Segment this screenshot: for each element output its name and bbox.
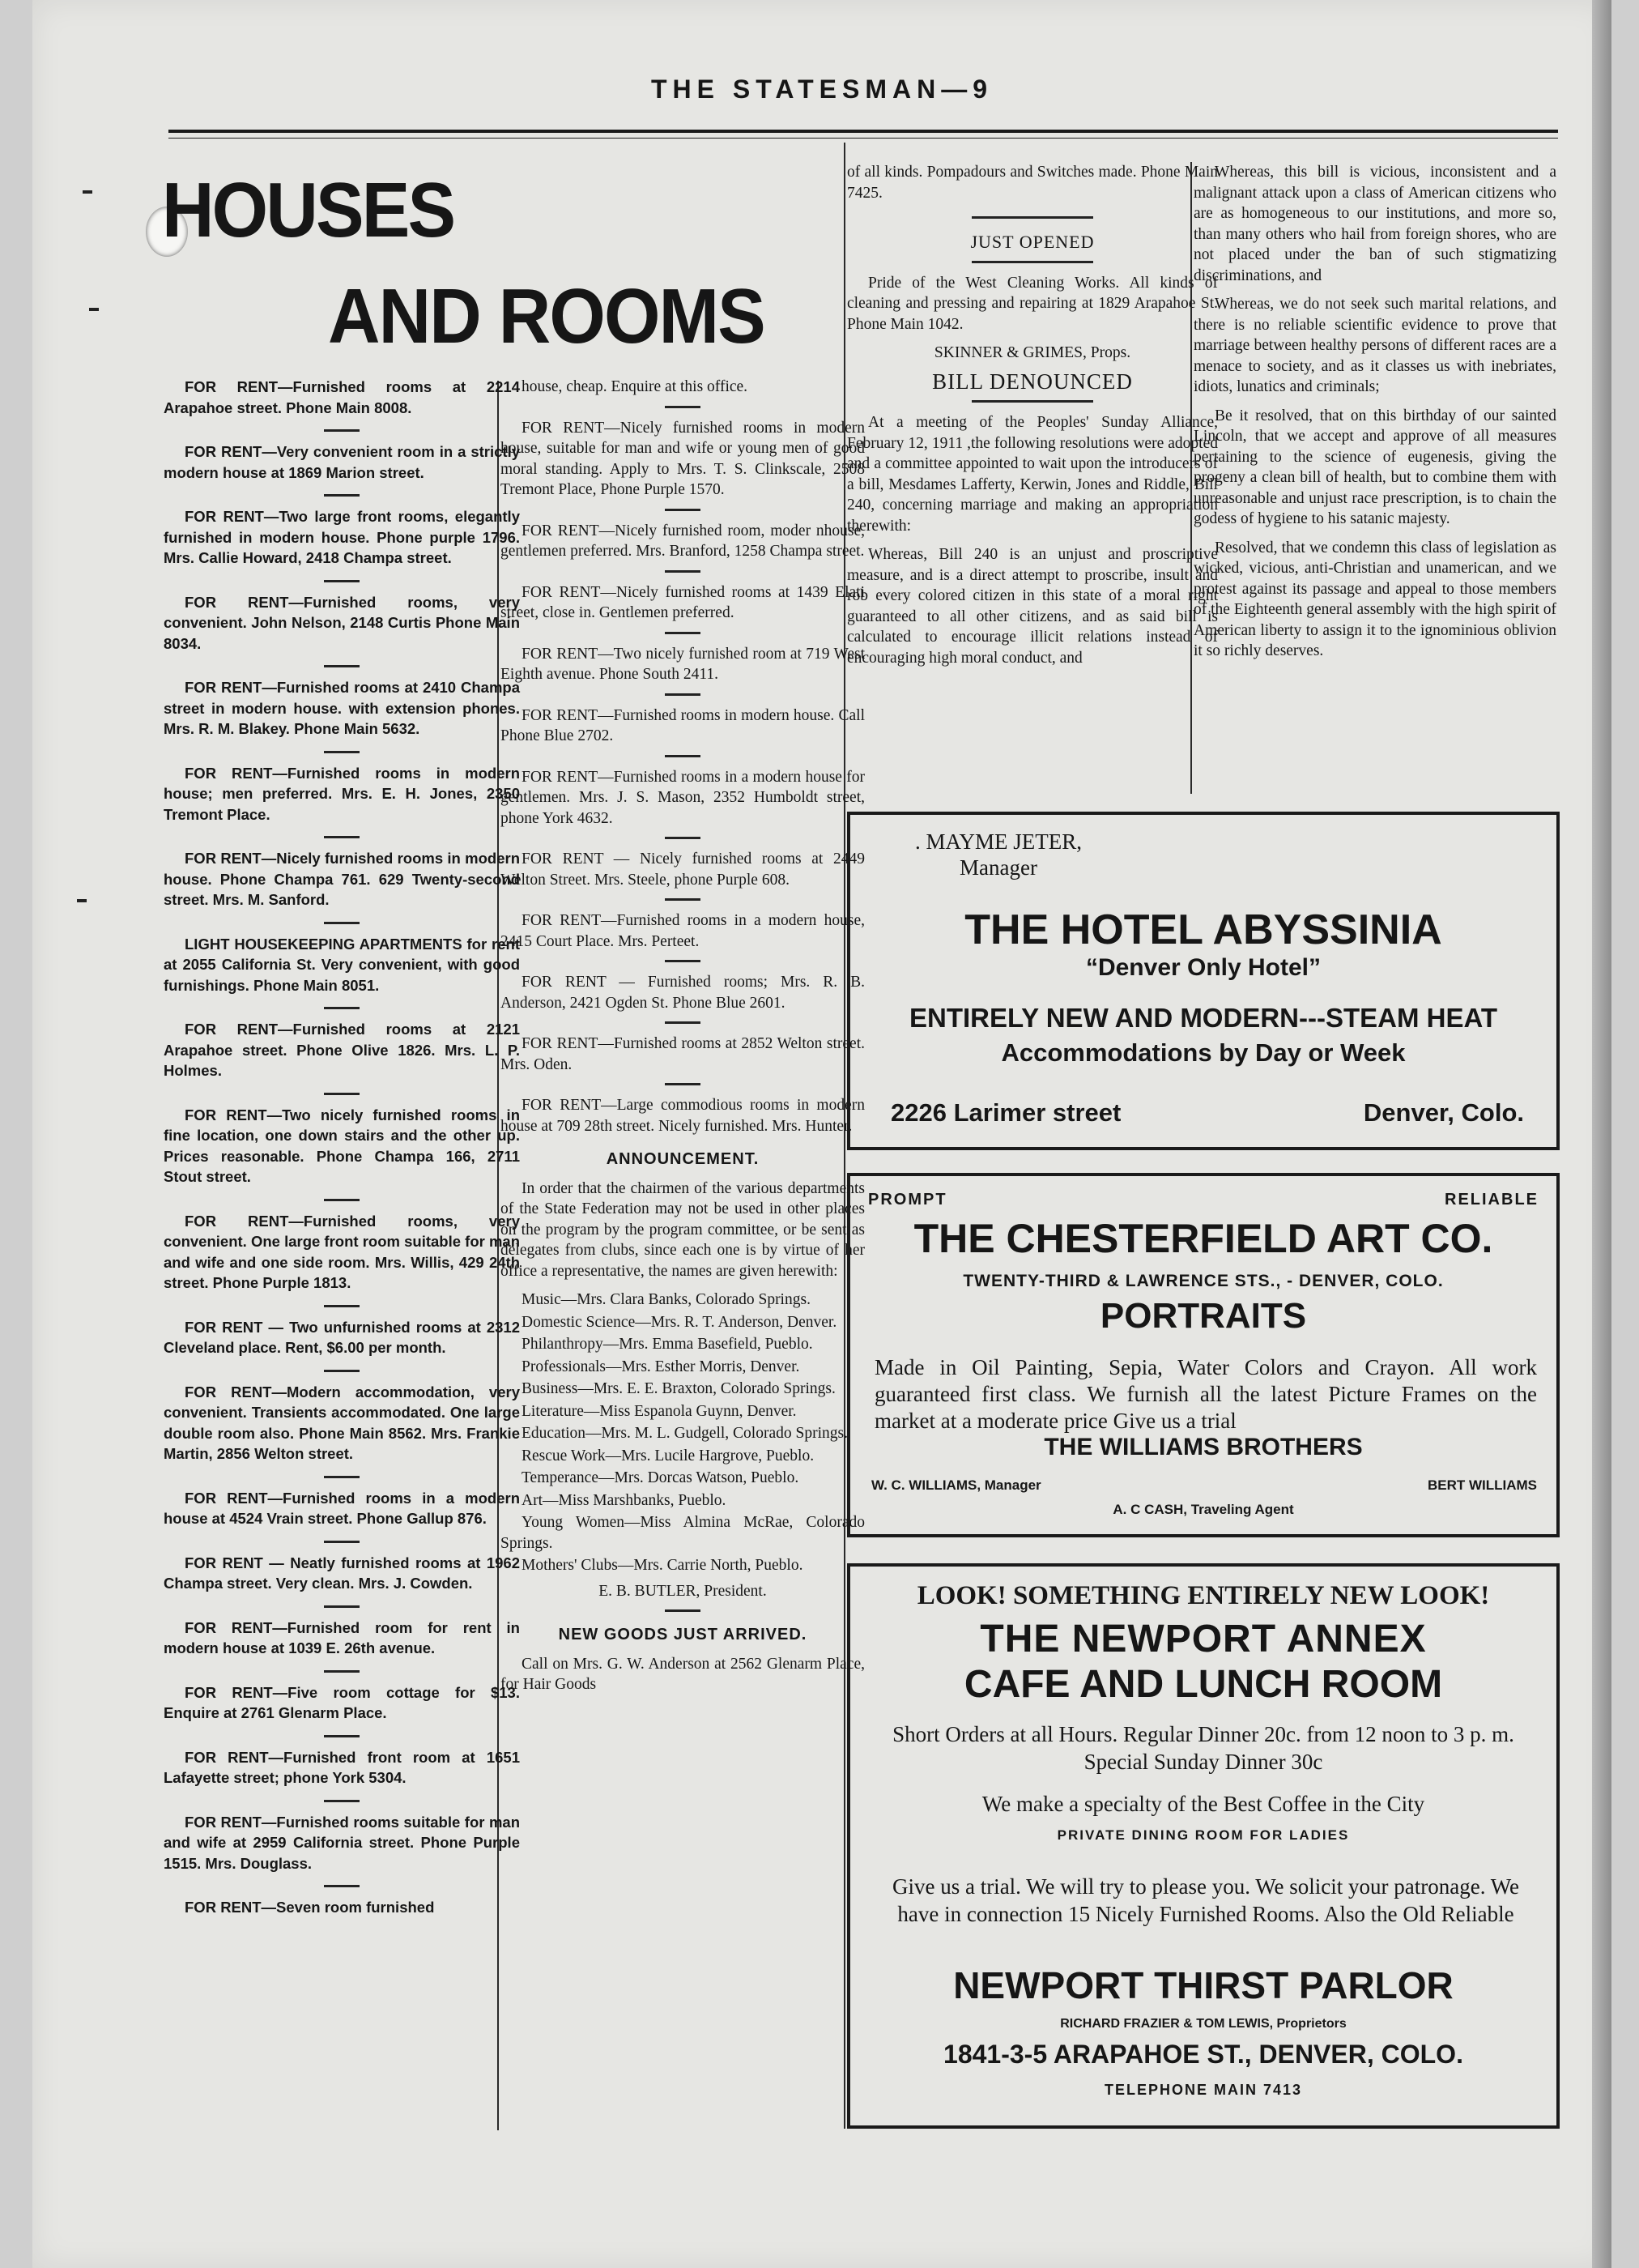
art-address: TWENTY-THIRD & LAWRENCE STS., - DENVER, COLO. (963, 1272, 1444, 1290)
art-headline: PORTRAITS (1100, 1296, 1307, 1336)
page-header: THE STATESMAN—9 (650, 75, 994, 104)
classified-ad: FOR RENT—Nicely furnished rooms in modern house, suitable for man and wife or young men of good moral standing. Apply to Mrs. T. S. Clinkscale, 2508 Tremont Place, Phone Purple 1570. (500, 419, 865, 498)
column-1-classifieds (164, 377, 520, 1929)
art-body: Made in Oil Painting, Sepia, Water Colors and Crayon. All work guaranteed first class. We furnish all the latest Picture Frames on the market at a moderate price Give us a trial (875, 1355, 1537, 1433)
classified-ad: FOR RENT—Very convenient room in a strictly modern house at 1869 Marion street. (164, 443, 520, 481)
newport-address: 1841-3-5 ARAPAHOE ST., DENVER, COLO. (943, 2040, 1463, 2069)
hotel-name: THE HOTEL ABYSSINIA (964, 906, 1442, 953)
classified-ad: FOR RENT—Furnished rooms, very convenient. John Nelson, 2148 Curtis Phone Main 8034. (164, 593, 520, 652)
classified-ad: FOR RENT—Furnished rooms at 2121 Arapahoe street. Phone Olive 1826. Mrs. L. P. Holmes. (164, 1021, 520, 1079)
bill-paragraph: At a meeting of the Peoples' Sunday Alliance, February 12, 1911 ,the following resolutions were adopted and a committee appointed to wait upon the introducers of a bill, Mesdames Lafferty, Kerwin, Jones and Riddle, Bill 240, concerning marriage and making an appropriation therewith: (847, 414, 1218, 535)
announcement-item: Education—Mrs. M. L. Gudgell, Colorado Springs. (522, 1425, 848, 1442)
hotel-line2: Accommodations by Day or Week (1001, 1038, 1406, 1067)
margin-mark (83, 190, 92, 194)
classified-ad: FOR RENT—Furnished rooms at 2214 Arapahoe street. Phone Main 8008. (164, 378, 520, 416)
art-company-name: THE CHESTERFIELD ART CO. (913, 1216, 1493, 1261)
classified-ad: FOR RENT—Nicely furnished rooms in modern house. Phone Champa 761. 629 Twenty-second street. Mrs. M. Sanford. (164, 850, 520, 908)
announcement-item: Philanthropy—Mrs. Emma Basefield, Pueblo. (522, 1336, 813, 1353)
classified-ad: FOR RENT — Nicely furnished rooms at 2449 Welton Street. Mrs. Steele, phone Purple 608. (500, 850, 865, 889)
classified-ad: FOR RENT—Large commodious rooms in modern house at 709 28th street. Nicely furnished. Mrs. Hunter. (500, 1097, 865, 1135)
resolution-paragraph: Be it resolved, that on this birthday of our sainted Lincoln, that we accept and approve of all measures pertaining to the science of eugenesis, giving the progeny a clean bill of health, but to combine them with unreasonable and unjust race prescription, is to chain the godess of hygiene to his satanic majesty. (1194, 407, 1556, 527)
announcement-item: Mothers' Clubs—Mrs. Carrie North, Pueblo. (522, 1557, 803, 1574)
hotel-line1: ENTIRELY NEW AND MODERN---STEAM HEAT (909, 1003, 1497, 1033)
newport-private: PRIVATE DINING ROOM FOR LADIES (1057, 1827, 1350, 1843)
art-prompt: PROMPT (868, 1191, 947, 1209)
classified-ad: FOR RENT—Two nicely furnished room at 719 West Eighth avenue. Phone South 2411. (500, 645, 865, 683)
just-opened-signature: SKINNER & GRIMES, Props. (934, 344, 1131, 361)
page-edge (1592, 0, 1611, 2268)
announcement-heading: ANNOUNCEMENT. (606, 1150, 760, 1168)
newport-name2: CAFE AND LUNCH ROOM (964, 1663, 1443, 1706)
classified-ad: FOR RENT—Seven room furnished (185, 1899, 435, 1916)
newspaper-page (32, 0, 1611, 2268)
announcement-item: Music—Mrs. Clara Banks, Colorado Springs. (522, 1291, 811, 1308)
announcement-item: Temperance—Mrs. Dorcas Watson, Pueblo. (522, 1469, 799, 1486)
classified-ad: FOR RENT—Furnished rooms in modern house. Call Phone Blue 2702. (500, 706, 865, 744)
newport-annex-ad (847, 1563, 1560, 2129)
newport-name1: THE NEWPORT ANNEX (980, 1618, 1427, 1660)
hotel-abyssinia-ad (847, 812, 1560, 1150)
margin-mark (89, 308, 99, 311)
hotel-manager-title: Manager (960, 855, 1037, 880)
newport-props: RICHARD FRAZIER & TOM LEWIS, Proprietors (1060, 2017, 1347, 2031)
continued-text: of all kinds. Pompadours and Switches made. Phone Main 7425. (847, 164, 1218, 202)
classified-ad: FOR RENT—Furnished rooms in modern house; men preferred. Mrs. E. H. Jones, 2350 Tremont Place. (164, 764, 520, 823)
chesterfield-art-ad (847, 1173, 1560, 1537)
section-title-line2: AND ROOMS (328, 273, 764, 360)
announcement-item: Literature—Miss Espanola Guynn, Denver. (522, 1402, 797, 1420)
announcement-item: Young Women—Miss Almina McRae, Colorado Springs. (500, 1514, 865, 1552)
just-opened-text: Pride of the West Cleaning Works. All kinds of cleaning and pressing and repairing at 1829 Arapahoe St. Phone Main 1042. (847, 274, 1218, 333)
newport-coffee: We make a specialty of the Best Coffee in the City (981, 1792, 1425, 1816)
classified-ad: FOR RENT — Neatly furnished rooms at 1962 Champa street. Very clean. Mrs. J. Cowden. (164, 1554, 520, 1592)
newport-parlor: NEWPORT THIRST PARLOR (953, 1964, 1454, 2006)
classified-ad: FOR RENT — Furnished rooms; Mrs. R. B. Anderson, 2421 Ogden St. Phone Blue 2601. (500, 974, 865, 1012)
classified-ad: house, cheap. Enquire at this office. (522, 378, 748, 395)
newport-phone: TELEPHONE MAIN 7413 (1104, 2082, 1303, 2098)
announcement-item: Rescue Work—Mrs. Lucile Hargrove, Pueblo. (522, 1447, 815, 1464)
announcement-signature: E. B. BUTLER, President. (598, 1582, 767, 1600)
classified-ad: FOR RENT—Modern accommodation, very convenient. Transients accommodated. One large double room also. Phone Main 8562. Mrs. Frankie Martin, 2856 Welton street. (164, 1383, 520, 1462)
hotel-manager-name: . MAYME JETER, (915, 829, 1083, 854)
newport-hours: Short Orders at all Hours. Regular Dinner 20c. from 12 noon to 3 p. m. Special Sunday Dinner 30c (892, 1722, 1514, 1774)
classified-ad: FOR RENT — Two unfurnished rooms at 2312 Cleveland place. Rent, $6.00 per month. (164, 1318, 520, 1356)
classified-ad: FOR RENT—Two large front rooms, elegantly furnished in modern house. Phone purple 1796. Mrs. Callie Howard, 2418 Champa street. (164, 508, 520, 566)
bill-heading: BILL DENOUNCED (932, 369, 1133, 394)
art-bert: BERT WILLIAMS (1427, 1477, 1537, 1493)
classified-ad: FOR RENT—Furnished rooms at 2852 Welton street. Mrs. Oden. (500, 1035, 865, 1073)
hotel-tagline: “Denver Only Hotel” (1085, 954, 1322, 981)
new-goods-heading: NEW GOODS JUST ARRIVED. (558, 1626, 807, 1643)
announcement-intro: In order that the chairmen of the various departments of the State Federation may not be used in other places on the program by the program committee, or be sent as delegates from clubs, since each one is by virtue of her office a representative, the names are given herewith: (500, 1179, 865, 1280)
announcement-item: Domestic Science—Mrs. R. T. Anderson, Denver. (522, 1313, 837, 1331)
announcement-item: Business—Mrs. E. E. Braxton, Colorado Springs. (522, 1380, 836, 1397)
classified-ad: FOR RENT—Furnished rooms in a modern house for gentlemen. Mrs. J. S. Mason, 2352 Humboldt street, phone York 4632. (500, 768, 865, 827)
newport-trial: Give us a trial. We will try to please you. We solicit your patronage. We have in connection 15 Nicely Furnished Rooms. Also the Old Reliable (892, 1874, 1520, 1926)
bill-paragraph: Whereas, Bill 240 is an unjust and proscriptive measure, and is a direct attempt to proscribe, insult and rob every colored citizen in this state of a moral right guaranteed to all other citizens, and as said bill is calculated to encourage illicit relations instead of encouraging high moral conduct, and (847, 546, 1218, 667)
classified-ad: FOR RENT—Nicely furnished room, moder nhouse, gentlemen preferred. Mrs. Branford, 1258 Champa street. (500, 522, 865, 560)
classified-ad: FOR RENT—Furnished rooms, very convenient. One large front room suitable for man and wife and one side room. Mrs. Willis, 429 24th street. Phone Purple 1813. (164, 1212, 520, 1291)
art-brothers: THE WILLIAMS BROTHERS (1044, 1434, 1363, 1460)
classified-ad: FOR RENT—Furnished rooms suitable for man and wife at 2959 California street. Phone Purple 1515. Mrs. Douglass. (164, 1813, 520, 1872)
header-rule-thin (168, 138, 1558, 139)
art-agent: A. C CASH, Traveling Agent (1113, 1502, 1294, 1517)
classified-ad: FOR RENT—Two nicely furnished rooms in fine location, one down stairs and the other up. Prices reasonable. Phone Champa 166, 2711 Stout street. (164, 1106, 520, 1185)
resolution-paragraph: Whereas, this bill is vicious, inconsistent and a malignant attack upon a class of American citizens who are as homogeneous to our institutions, and more so, than many others who hail from foreign shores, who are not placed under the ban of such stigmatizing discriminations, and (1194, 164, 1556, 284)
column-3 (847, 162, 1218, 676)
hotel-city: Denver, Colo. (1363, 1098, 1524, 1127)
just-opened-heading: JUST OPENED (970, 232, 1095, 252)
resolution-paragraph: Resolved, that we condemn this class of legislation as wicked, vicious, anti-Christian and unamerican, and we protest against its passage and appeal to those members of the Eighteenth general assembly with the high spirit of American liberty to assign it to the ignominious oblivion it so richly deserves. (1194, 539, 1556, 659)
new-goods-text: Call on Mrs. G. W. Anderson at 2562 Glenarm Place, for Hair Goods (500, 1655, 865, 1693)
classified-ad: LIGHT HOUSEKEEPING APARTMENTS for rent at 2055 California St. Very convenient, with good furnishings. Phone Main 8051. (164, 935, 520, 994)
classified-ad: FOR RENT—Furnished rooms at 2410 Champa street in modern house. with extension phones. Mrs. R. M. Blakey. Phone Main 5632. (164, 679, 520, 737)
classified-ad: FOR RENT—Furnished front room at 1651 Lafayette street; phone York 5304. (164, 1748, 520, 1786)
margin-mark (77, 899, 87, 902)
classified-ad: FOR RENT—Nicely furnished rooms at 1439 Elati street, close in. Gentlemen preferred. (500, 583, 865, 621)
header-rule (168, 130, 1558, 133)
column-2-classifieds (500, 377, 865, 1703)
classified-ad: FOR RENT—Furnished rooms in a modern house at 4524 Vrain street. Phone Gallup 876. (164, 1489, 520, 1527)
announcement-item: Art—Miss Marshbanks, Pueblo. (522, 1491, 726, 1509)
art-reliable: RELIABLE (1445, 1191, 1539, 1209)
art-manager: W. C. WILLIAMS, Manager (871, 1477, 1041, 1493)
announcement-item: Professionals—Mrs. Esther Morris, Denver. (522, 1358, 800, 1375)
newport-look: LOOK! SOMETHING ENTIRELY NEW LOOK! (917, 1581, 1490, 1610)
classified-ad: FOR RENT—Furnished rooms in a modern house, 2415 Court Place. Mrs. Perteet. (500, 912, 865, 950)
resolution-paragraph: Whereas, we do not seek such marital relations, and there is no reliable scientific evidence to prove that marriage between healthy persons of different races are a menace to society, and as it classes us with inebriates, idiots, lunatics and criminals; (1194, 296, 1556, 395)
classified-ad: FOR RENT—Five room cottage for $13. Enquire at 2761 Glenarm Place. (164, 1683, 520, 1721)
section-title-line1: HOUSES (162, 167, 454, 254)
hotel-address: 2226 Larimer street (891, 1098, 1122, 1127)
classified-ad: FOR RENT—Furnished room for rent in modern house at 1039 E. 26th avenue. (164, 1618, 520, 1656)
column-4 (1194, 162, 1556, 670)
